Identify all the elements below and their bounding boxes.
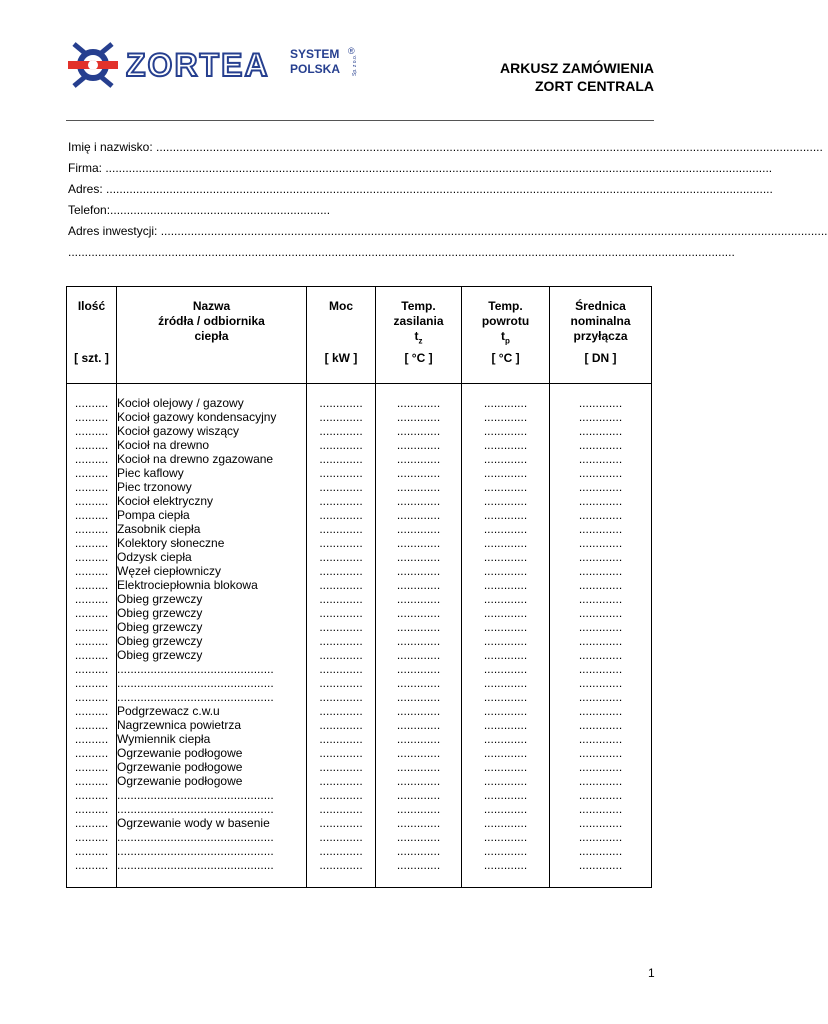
qty-input[interactable]: .......... — [74, 480, 109, 494]
qty-input[interactable]: .......... — [74, 508, 109, 522]
item-name: Ogrzewanie podłogowe — [117, 774, 243, 788]
value-input[interactable]: ............. — [578, 494, 623, 508]
value-input[interactable]: ............. — [483, 550, 528, 564]
item-name: ............................................... — [117, 788, 274, 802]
form-field-fill-line[interactable]: ........................................................................................................................................................................................................ — [68, 245, 735, 259]
value-input[interactable]: ............. — [319, 396, 363, 410]
value-input[interactable]: ............. — [396, 438, 441, 452]
qty-input[interactable]: .......... — [74, 760, 109, 774]
value-input[interactable]: ............. — [396, 774, 441, 788]
value-input[interactable]: ............. — [578, 410, 623, 424]
value-input[interactable]: ............. — [319, 788, 363, 802]
value-input[interactable]: ............. — [483, 452, 528, 466]
value-input[interactable]: ............. — [396, 802, 441, 816]
qty-input[interactable]: .......... — [74, 578, 109, 592]
value-input[interactable]: ............. — [396, 648, 441, 662]
qty-input[interactable]: .......... — [74, 410, 109, 424]
value-input[interactable]: ............. — [483, 494, 528, 508]
item-name: Kocioł elektryczny — [117, 494, 214, 508]
column-header — [307, 287, 376, 384]
value-input[interactable]: ............. — [578, 662, 623, 676]
qty-input[interactable]: .......... — [74, 690, 109, 704]
item-name: Kocioł na drewno zgazowane — [117, 452, 274, 466]
item-name: ............................................... — [117, 662, 274, 676]
value-input[interactable]: ............. — [483, 704, 528, 718]
column-header-line1: Temp. — [401, 299, 436, 313]
value-input[interactable]: ............. — [578, 424, 623, 438]
column-header-line1: Średnica — [575, 299, 626, 313]
qty-input[interactable]: .......... — [74, 634, 109, 648]
value-input[interactable]: ............. — [396, 466, 441, 480]
item-name: Obieg grzewczy — [117, 648, 203, 662]
value-input[interactable]: ............. — [319, 536, 363, 550]
column-header — [67, 287, 117, 384]
value-input[interactable]: ............. — [396, 564, 441, 578]
column-unit: [ szt. ] — [74, 351, 109, 365]
value-input[interactable]: ............. — [578, 816, 623, 830]
form-field-label: Telefon: — [68, 203, 111, 217]
value-input[interactable]: ............. — [396, 690, 441, 704]
value-input[interactable]: ............. — [319, 494, 363, 508]
column-unit: [ kW ] — [324, 351, 358, 365]
value-input[interactable]: ............. — [483, 676, 528, 690]
form-field[interactable] — [68, 179, 773, 200]
customer-fields — [68, 137, 828, 263]
value-input[interactable]: ............. — [483, 718, 528, 732]
value-input[interactable]: ............. — [396, 578, 441, 592]
value-input[interactable]: ............. — [483, 424, 528, 438]
value-input[interactable]: ............. — [578, 830, 623, 844]
item-name: Zasobnik ciepła — [117, 522, 201, 536]
value-input[interactable]: ............. — [578, 522, 623, 536]
qty-input[interactable]: .......... — [74, 620, 109, 634]
form-field[interactable] — [68, 200, 654, 221]
logo-line2: POLSKA — [290, 62, 341, 76]
value-input[interactable]: ............. — [483, 816, 528, 830]
item-name: Piec kaflowy — [117, 466, 184, 480]
qty-input[interactable]: .......... — [74, 494, 109, 508]
value-input[interactable]: ............. — [483, 536, 528, 550]
value-input[interactable]: ............. — [396, 536, 441, 550]
title-line1: ARKUSZ ZAMÓWIENIA — [500, 60, 654, 76]
column-header-line2: źródła / odbiornika — [158, 314, 265, 328]
column-header-line1: Nazwa — [192, 299, 231, 313]
form-field-fill-line[interactable]: ........................................................................................................................................................................................................ — [102, 161, 773, 175]
value-input[interactable]: ............. — [319, 746, 363, 760]
item-name: ............................................... — [117, 830, 274, 844]
value-input[interactable]: ............. — [578, 550, 623, 564]
qty-input[interactable]: .......... — [74, 732, 109, 746]
value-input[interactable]: ............. — [483, 732, 528, 746]
power-column — [307, 384, 376, 888]
value-input[interactable]: ............. — [396, 634, 441, 648]
form-field-fill-line[interactable]: ........................................................................................................................................................................................................ — [152, 140, 823, 154]
value-input[interactable]: ............. — [483, 746, 528, 760]
logo-emblem-icon — [68, 40, 118, 90]
value-input[interactable]: ............. — [319, 732, 363, 746]
value-input[interactable]: ............. — [578, 858, 623, 872]
form-field-fill-line[interactable]: ........................................................................................................................................................................................................ — [102, 182, 773, 196]
table-body-row — [67, 384, 652, 888]
value-input[interactable]: ............. — [578, 802, 623, 816]
value-input[interactable]: ............. — [396, 830, 441, 844]
qty-input[interactable]: .......... — [74, 396, 109, 410]
value-input[interactable]: ............. — [319, 564, 363, 578]
value-input[interactable]: ............. — [319, 424, 363, 438]
value-input[interactable]: ............. — [396, 396, 441, 410]
qty-input[interactable]: .......... — [74, 858, 109, 872]
column-unit: [ °C ] — [491, 351, 520, 365]
qty-input[interactable]: .......... — [74, 774, 109, 788]
value-input[interactable]: ............. — [483, 480, 528, 494]
column-header-subscript: p — [505, 336, 510, 346]
qty-input[interactable]: .......... — [74, 844, 109, 858]
qty-input[interactable]: .......... — [74, 704, 109, 718]
value-input[interactable]: ............. — [578, 438, 623, 452]
value-input[interactable]: ............. — [319, 410, 363, 424]
value-input[interactable]: ............. — [396, 480, 441, 494]
diameter-column — [550, 384, 652, 888]
value-input[interactable]: ............. — [483, 410, 528, 424]
value-input[interactable]: ............. — [396, 676, 441, 690]
value-input[interactable]: ............. — [578, 844, 623, 858]
value-input[interactable]: ............. — [319, 550, 363, 564]
value-input[interactable]: ............. — [578, 774, 623, 788]
qty-input[interactable]: .......... — [74, 676, 109, 690]
qty-input[interactable]: .......... — [74, 438, 109, 452]
logo-line1: SYSTEM — [290, 47, 340, 61]
value-input[interactable]: ............. — [396, 816, 441, 830]
value-input[interactable]: ............. — [578, 508, 623, 522]
value-input[interactable]: ............. — [396, 522, 441, 536]
value-input[interactable]: ............. — [319, 704, 363, 718]
page-number: 1 — [648, 966, 655, 980]
value-input[interactable]: ............. — [396, 620, 441, 634]
value-input[interactable]: ............. — [483, 690, 528, 704]
value-input[interactable]: ............. — [396, 662, 441, 676]
form-field-fill-line[interactable]: ........................................................................................................................................................................................................ — [157, 224, 828, 238]
value-input[interactable]: ............. — [319, 634, 363, 648]
value-input[interactable]: ............. — [319, 816, 363, 830]
column-header-line1: Moc — [329, 299, 353, 313]
value-input[interactable]: ............. — [578, 480, 623, 494]
value-input[interactable]: ............. — [396, 424, 441, 438]
value-input[interactable]: ............. — [578, 760, 623, 774]
document-title — [500, 59, 654, 95]
value-input[interactable]: ............. — [396, 858, 441, 872]
item-name: Pompa ciepła — [117, 508, 190, 522]
value-input[interactable]: ............. — [319, 620, 363, 634]
qty-input[interactable]: .......... — [74, 788, 109, 802]
item-name: Obieg grzewczy — [117, 634, 203, 648]
item-name: Kocioł gazowy kondensacyjny — [117, 410, 277, 424]
qty-input[interactable]: .......... — [74, 802, 109, 816]
value-input[interactable]: ............. — [483, 620, 528, 634]
value-input[interactable]: ............. — [483, 634, 528, 648]
item-name: Kocioł olejowy / gazowy — [117, 396, 244, 410]
value-input[interactable]: ............. — [319, 844, 363, 858]
value-input[interactable]: ............. — [483, 592, 528, 606]
qty-input[interactable]: .......... — [74, 746, 109, 760]
column-header-line2: powrotu — [481, 314, 530, 328]
item-name: Obieg grzewczy — [117, 592, 203, 606]
value-input[interactable]: ............. — [578, 452, 623, 466]
item-name: ............................................... — [117, 858, 274, 872]
value-input[interactable]: ............. — [319, 676, 363, 690]
value-input[interactable]: ............. — [578, 676, 623, 690]
item-name: Nagrzewnica powietrza — [117, 718, 242, 732]
form-field[interactable] — [68, 158, 773, 179]
value-input[interactable]: ............. — [319, 592, 363, 606]
form-field-label: Adres: — [68, 182, 103, 196]
value-input[interactable]: ............. — [319, 452, 363, 466]
qty-input[interactable]: .......... — [74, 536, 109, 550]
column-header-line3: ciepła — [194, 329, 229, 343]
value-input[interactable]: ............. — [578, 704, 623, 718]
qty-input[interactable]: .......... — [74, 592, 109, 606]
supply-temp-column — [376, 384, 462, 888]
value-input[interactable]: ............. — [483, 830, 528, 844]
value-input[interactable]: ............. — [396, 452, 441, 466]
value-input[interactable]: ............. — [483, 648, 528, 662]
form-field-label: Adres inwestycji: — [68, 224, 158, 238]
value-input[interactable]: ............. — [483, 858, 528, 872]
item-name: Podgrzewacz c.w.u — [117, 704, 220, 718]
form-field-label: Imię i nazwisko: — [68, 140, 153, 154]
column-header-line1: Temp. — [488, 299, 523, 313]
item-name: Ogrzewanie podłogowe — [117, 746, 243, 760]
value-input[interactable]: ............. — [319, 858, 363, 872]
form-field-fill-line[interactable]: .................................................................. — [110, 203, 331, 217]
value-input[interactable]: ............. — [319, 438, 363, 452]
value-input[interactable]: ............. — [319, 480, 363, 494]
qty-input[interactable]: .......... — [74, 816, 109, 830]
form-field[interactable] — [68, 242, 735, 263]
qty-input[interactable]: .......... — [74, 522, 109, 536]
value-input[interactable]: ............. — [578, 606, 623, 620]
value-input[interactable]: ............. — [319, 466, 363, 480]
value-input[interactable]: ............. — [483, 508, 528, 522]
value-input[interactable]: ............. — [483, 396, 528, 410]
value-input[interactable]: ............. — [483, 522, 528, 536]
value-input[interactable]: ............. — [483, 606, 528, 620]
title-line2: ZORT CENTRALA — [535, 78, 654, 94]
item-name: Piec trzonowy — [117, 480, 192, 494]
value-input[interactable]: ............. — [578, 536, 623, 550]
value-input[interactable]: ............. — [483, 578, 528, 592]
value-input[interactable]: ............. — [396, 508, 441, 522]
value-input[interactable]: ............. — [578, 620, 623, 634]
column-header-line2: zasilania — [393, 314, 444, 328]
value-input[interactable]: ............. — [319, 690, 363, 704]
qty-input[interactable]: .......... — [74, 452, 109, 466]
value-input[interactable]: ............. — [319, 606, 363, 620]
value-input[interactable]: ............. — [396, 788, 441, 802]
value-input[interactable]: ............. — [578, 788, 623, 802]
value-input[interactable]: ............. — [578, 564, 623, 578]
qty-input[interactable]: .......... — [74, 550, 109, 564]
column-header — [462, 287, 550, 384]
column-header-line3: $t_z$ — [414, 329, 423, 346]
column-header-line3: $t_p$ — [501, 329, 510, 346]
value-input[interactable]: ............. — [396, 746, 441, 760]
column-header — [550, 287, 652, 384]
qty-input[interactable]: .......... — [74, 718, 109, 732]
item-name: ............................................... — [117, 676, 274, 690]
form-field-label: Firma: — [68, 161, 102, 175]
return-temp-column — [462, 384, 550, 888]
value-input[interactable]: ............. — [578, 690, 623, 704]
value-input[interactable]: ............. — [578, 592, 623, 606]
value-input[interactable]: ............. — [396, 606, 441, 620]
company-logo — [68, 40, 368, 90]
qty-column — [67, 384, 117, 888]
form-field[interactable] — [68, 221, 828, 242]
qty-input[interactable]: .......... — [74, 606, 109, 620]
value-input[interactable]: ............. — [483, 788, 528, 802]
qty-input[interactable]: .......... — [74, 648, 109, 662]
column-header-subscript: z — [418, 336, 423, 346]
item-name: Wymiennik ciepła — [117, 732, 211, 746]
item-name: Węzeł ciepłowniczy — [117, 564, 222, 578]
value-input[interactable]: ............. — [483, 760, 528, 774]
item-name: Obieg grzewczy — [117, 620, 203, 634]
value-input[interactable]: ............. — [483, 774, 528, 788]
value-input[interactable]: ............. — [396, 592, 441, 606]
qty-input[interactable]: .......... — [74, 424, 109, 438]
qty-input[interactable]: .......... — [74, 564, 109, 578]
value-input[interactable]: ............. — [396, 718, 441, 732]
value-input[interactable]: ............. — [483, 438, 528, 452]
column-unit: [ °C ] — [404, 351, 433, 365]
value-input[interactable]: ............. — [396, 844, 441, 858]
logo-brand-text: ZORTEA — [126, 47, 270, 83]
qty-input[interactable]: .......... — [74, 662, 109, 676]
value-input[interactable]: ............. — [319, 662, 363, 676]
item-name: Obieg grzewczy — [117, 606, 203, 620]
item-name: Elektrociepłownia blokowa — [117, 578, 258, 592]
value-input[interactable]: ............. — [396, 410, 441, 424]
value-input[interactable]: ............. — [578, 732, 623, 746]
name-column — [117, 384, 307, 888]
item-name: Ogrzewanie wody w basenie — [117, 816, 270, 830]
value-input[interactable]: ............. — [396, 550, 441, 564]
value-input[interactable]: ............. — [578, 466, 623, 480]
form-field[interactable] — [68, 137, 823, 158]
logo-reg: ® — [348, 46, 355, 56]
value-input[interactable]: ............. — [319, 718, 363, 732]
item-name: Kocioł na drewno — [117, 438, 210, 452]
column-unit: [ DN ] — [584, 351, 617, 365]
item-name: Kocioł gazowy wiszący — [117, 424, 240, 438]
value-input[interactable]: ............. — [319, 802, 363, 816]
value-input[interactable]: ............. — [483, 466, 528, 480]
value-input[interactable]: ............. — [396, 732, 441, 746]
value-input[interactable]: ............. — [578, 648, 623, 662]
item-name: Kolektory słoneczne — [117, 536, 225, 550]
value-input[interactable]: ............. — [578, 746, 623, 760]
value-input[interactable]: ............. — [483, 564, 528, 578]
value-input[interactable]: ............. — [319, 508, 363, 522]
column-header-line1: Ilość — [77, 299, 106, 313]
item-name: ............................................... — [117, 802, 274, 816]
column-header-line3: przyłącza — [573, 329, 628, 343]
column-header-line2: nominalna — [570, 314, 631, 328]
value-input[interactable]: ............. — [483, 844, 528, 858]
item-name: ............................................... — [117, 690, 274, 704]
value-input[interactable]: ............. — [319, 648, 363, 662]
qty-input[interactable]: .......... — [74, 466, 109, 480]
item-name: ............................................... — [117, 844, 274, 858]
qty-input[interactable]: .......... — [74, 830, 109, 844]
column-header — [117, 287, 307, 384]
item-name: Ogrzewanie podłogowe — [117, 760, 243, 774]
value-input[interactable]: ............. — [396, 760, 441, 774]
item-name: Odzysk ciepła — [117, 550, 192, 564]
logo-suffix: Sp. z o.o. — [352, 54, 358, 76]
order-table — [66, 286, 652, 888]
value-input[interactable]: ............. — [396, 494, 441, 508]
table-header-row — [67, 287, 652, 384]
header-divider — [66, 120, 654, 121]
value-input[interactable]: ............. — [396, 704, 441, 718]
column-header — [376, 287, 462, 384]
value-input[interactable]: ............. — [319, 522, 363, 536]
value-input[interactable]: ............. — [319, 578, 363, 592]
value-input[interactable]: ............. — [319, 830, 363, 844]
value-input[interactable]: ............. — [578, 578, 623, 592]
value-input[interactable]: ............. — [319, 774, 363, 788]
value-input[interactable]: ............. — [319, 760, 363, 774]
value-input[interactable]: ............. — [483, 662, 528, 676]
value-input[interactable]: ............. — [483, 802, 528, 816]
value-input[interactable]: ............. — [578, 634, 623, 648]
value-input[interactable]: ............. — [578, 396, 623, 410]
value-input[interactable]: ............. — [578, 718, 623, 732]
